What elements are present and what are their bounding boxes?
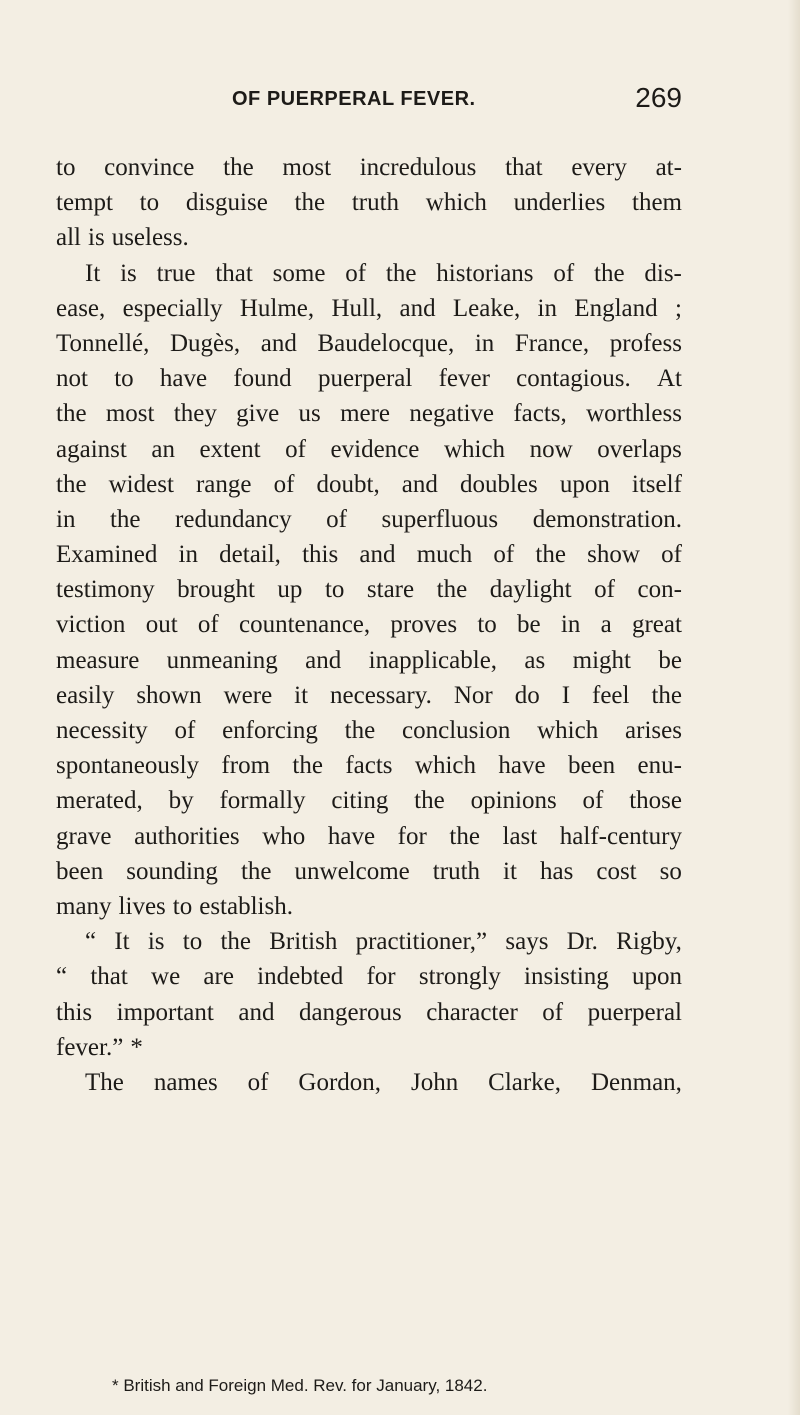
text-line: merated, by formally citing the opinions of those <box>56 787 682 815</box>
page-number: 269 <box>635 82 682 113</box>
text-line: all is useless. <box>56 224 189 252</box>
text-line: tempt to disguise the truth which underlies them <box>56 189 682 217</box>
running-head: OF PUERPERAL FEVER. <box>232 88 476 110</box>
text-line: It is true that some of the historians of the dis- <box>85 259 682 287</box>
page-edge <box>788 0 800 1415</box>
text-line: many lives to establish. <box>56 892 293 920</box>
text-line: testimony brought up to stare the daylight of con- <box>56 576 682 604</box>
text-line: “ It is to the British practitioner,” says Dr. Rigby, <box>85 928 682 956</box>
text-line: viction out of countenance, proves to be in a great <box>56 611 682 639</box>
text-line: been sounding the unwelcome truth it has cost so <box>56 857 682 885</box>
text-line: against an extent of evidence which now overlaps <box>56 435 682 463</box>
footnote: * British and Foreign Med. Rev. for January, 1842. <box>112 1376 488 1395</box>
body-text <box>56 150 682 1100</box>
text-line: this important and dangerous character of puerperal <box>56 998 682 1026</box>
text-line: the widest range of doubt, and doubles upon itself <box>56 470 682 498</box>
text-line: easily shown were it necessary. Nor do I feel the <box>56 681 682 709</box>
text-line: not to have found puerperal fever contagious. At <box>56 365 682 393</box>
page-header <box>56 82 682 122</box>
text-line: to convince the most incredulous that every at- <box>56 154 682 181</box>
text-line: The names of Gordon, John Clarke, Denman, <box>85 1068 682 1096</box>
text-line: Examined in detail, this and much of the show of <box>56 541 682 569</box>
text-line: measure unmeaning and inapplicable, as might be <box>56 646 682 674</box>
text-line: fever.” * <box>56 1033 143 1061</box>
text-line: grave authorities who have for the last half-century <box>56 822 682 850</box>
text-line: the most they give us mere negative facts, worthless <box>56 400 682 428</box>
text-line: spontaneously from the facts which have been enu- <box>56 752 682 780</box>
text-line: “ that we are indebted for strongly insisting upon <box>56 963 682 991</box>
text-line: necessity of enforcing the conclusion which arises <box>56 717 682 744</box>
text-line: in the redundancy of superfluous demonstration. <box>56 505 682 533</box>
text-line: ease, especially Hulme, Hull, and Leake, in England ; <box>56 294 682 322</box>
text-line: Tonnellé, Dugès, and Baudelocque, in France, profess <box>56 329 682 357</box>
